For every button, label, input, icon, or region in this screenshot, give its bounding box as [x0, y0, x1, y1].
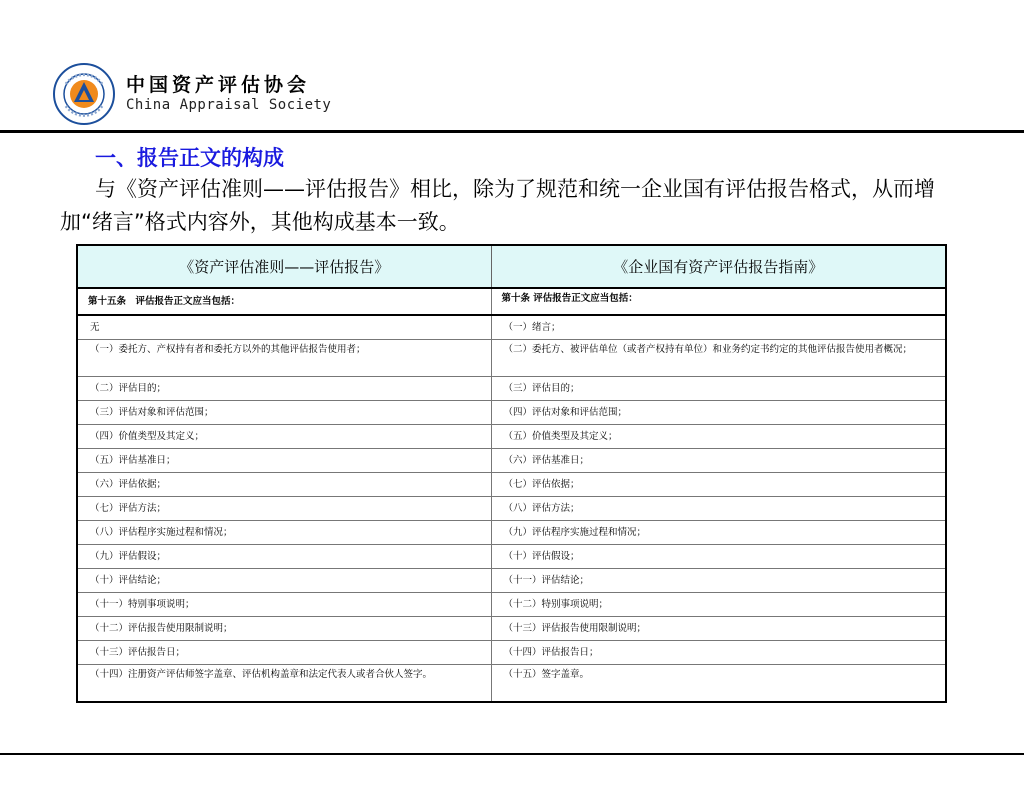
org-name-cn: 中国资产评估协会: [126, 74, 311, 96]
cell-standard: （十一）特别事项说明；: [77, 593, 491, 617]
cell-guideline: （十四）评估报告日；: [491, 641, 946, 665]
table-row: [77, 569, 946, 593]
table-row: [77, 425, 946, 449]
cell-guideline: （十五）签字盖章。: [491, 665, 946, 703]
intro-paragraph: 与《资产评估准则——评估报告》相比，除为了规范和统一企业国有评估报告格式，从而增加“绪言”格式内容外，其他构成基本一致。: [60, 177, 935, 234]
cell-standard: （十三）评估报告日；: [77, 641, 491, 665]
cell-guideline: （十二）特别事项说明；: [491, 593, 946, 617]
table-row: [77, 497, 946, 521]
header-divider: [0, 130, 1024, 133]
table-row: [77, 641, 946, 665]
table-row: [77, 377, 946, 401]
cell-standard: 无: [77, 315, 491, 340]
cell-standard: （十）评估结论；: [77, 569, 491, 593]
cell-standard: （八）评估程序实施过程和情况；: [77, 521, 491, 545]
cell-guideline: （十三）评估报告使用限制说明；: [491, 617, 946, 641]
table-row: [77, 315, 946, 340]
table-row: [77, 401, 946, 425]
comparison-table: [76, 244, 947, 703]
cell-guideline: （七）评估依据；: [491, 473, 946, 497]
cell-guideline: （四）评估对象和评估范围；: [491, 401, 946, 425]
cell-standard: （五）评估基准日；: [77, 449, 491, 473]
cell-guideline: （八）评估方法；: [491, 497, 946, 521]
china-appraisal-society-logo: [52, 62, 116, 126]
column-header-guideline: 《企业国有资产评估报告指南》: [491, 245, 946, 288]
org-name-en: China Appraisal Society: [126, 97, 332, 113]
table-row: [77, 545, 946, 569]
cell-standard: （七）评估方法；: [77, 497, 491, 521]
cell-guideline: （九）评估程序实施过程和情况；: [491, 521, 946, 545]
footer-divider: [0, 753, 1024, 755]
column-header-standard: 《资产评估准则——评估报告》: [77, 245, 491, 288]
cell-standard: （三）评估对象和评估范围；: [77, 401, 491, 425]
table-row: [77, 473, 946, 497]
table-row: [77, 288, 946, 315]
cell-guideline: （十）评估假设；: [491, 545, 946, 569]
table-row: [77, 449, 946, 473]
cell-guideline: （六）评估基准日；: [491, 449, 946, 473]
cell-standard: （九）评估假设；: [77, 545, 491, 569]
cell-standard: （六）评估依据；: [77, 473, 491, 497]
table-row: [77, 340, 946, 377]
cell-standard: （十二）评估报告使用限制说明；: [77, 617, 491, 641]
table-row: [77, 665, 946, 703]
table-row: [77, 521, 946, 545]
cell-guideline: （十一）评估结论；: [491, 569, 946, 593]
table-body: [77, 288, 946, 702]
cell-guideline: （三）评估目的；: [491, 377, 946, 401]
cell-standard: （十四）注册资产评估师签字盖章、评估机构盖章和法定代表人或者合伙人签字。: [77, 665, 491, 703]
table-row: [77, 593, 946, 617]
section-heading: 一、报告正文的构成: [95, 146, 284, 170]
cell-guideline: （二）委托方、被评估单位（或者产权持有单位）和业务约定书约定的其他评估报告使用者概况；: [491, 340, 946, 377]
table-header-row: [77, 245, 946, 288]
cell-guideline: （一）绪言；: [491, 315, 946, 340]
cell-standard: （四）价值类型及其定义；: [77, 425, 491, 449]
cell-guideline: （五）价值类型及其定义；: [491, 425, 946, 449]
cell-guideline: 第十条 评估报告正文应当包括：: [491, 288, 946, 315]
cell-standard: 第十五条 评估报告正文应当包括：: [77, 288, 491, 315]
cell-standard: （二）评估目的；: [77, 377, 491, 401]
table-row: [77, 617, 946, 641]
cell-standard: （一）委托方、产权持有者和委托方以外的其他评估报告使用者；: [77, 340, 491, 377]
